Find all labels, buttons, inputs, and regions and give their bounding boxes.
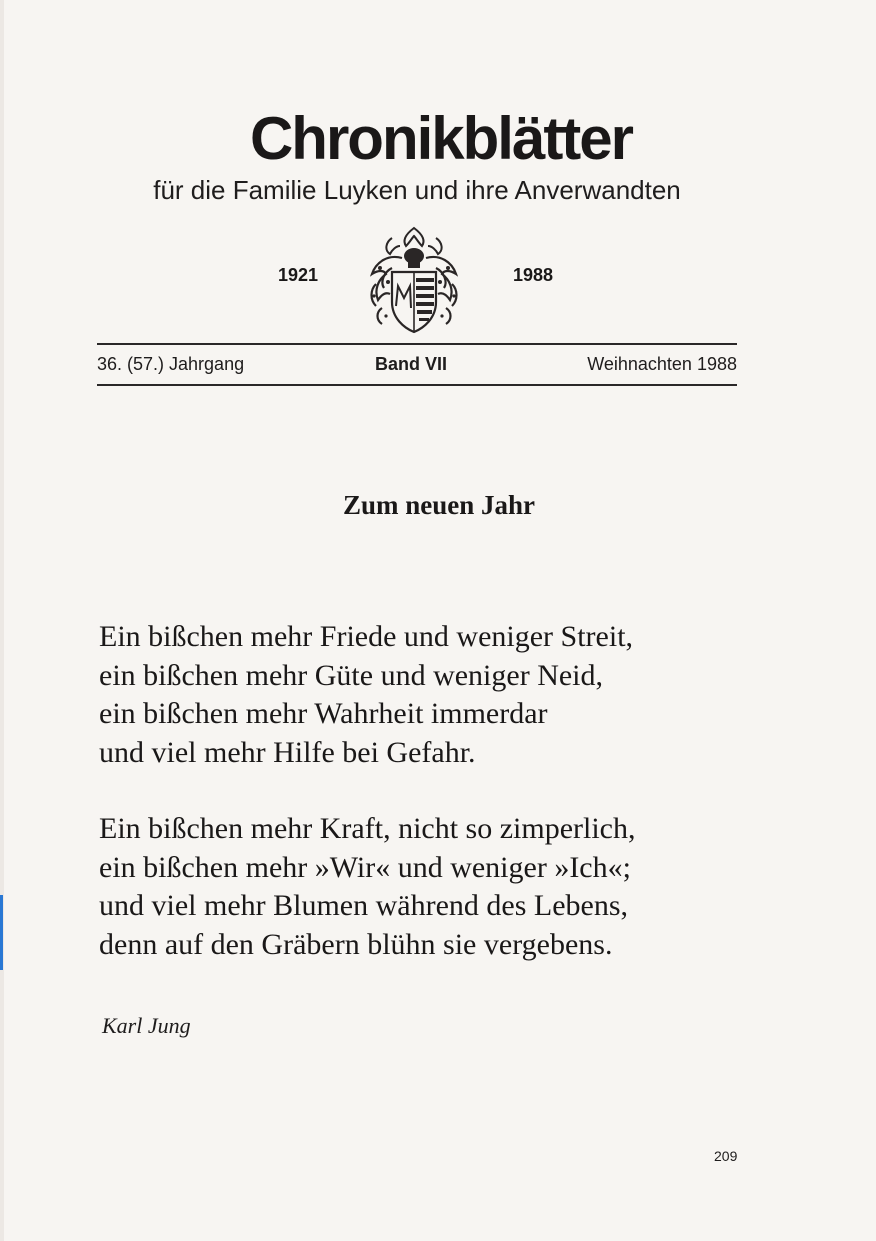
edition-label: Weihnachten 1988 — [587, 354, 737, 374]
poem-line: ein bißchen mehr Wahrheit immerdar — [99, 697, 548, 730]
poem-line: und viel mehr Blumen während des Lebens, — [99, 889, 629, 922]
edge-color-mark — [0, 895, 3, 970]
poem-author: Karl Jung — [102, 1013, 191, 1038]
header-rule-top — [97, 343, 737, 345]
poem-stanza-1 — [99, 618, 779, 772]
volume-label: 36. (57.) Jahrgang — [97, 354, 245, 374]
publication-title: Chronikblätter — [249, 105, 633, 172]
poem-line: denn auf den Gräbern blühn sie vergebens. — [99, 927, 613, 961]
poem-line: ein bißchen mehr Güte und weniger Neid, — [99, 658, 604, 692]
poem-line: Ein bißchen mehr Kraft, nicht so zimperlich, — [99, 812, 636, 845]
poem-line: Ein bißchen mehr Friede und weniger Streit, — [99, 620, 634, 653]
poem-line: und viel mehr Hilfe bei Gefahr. — [99, 735, 476, 769]
header-rule-bottom — [97, 384, 737, 386]
publication-subtitle: für die Familie Luyken und ihre Anverwandten — [153, 175, 681, 205]
year-start: 1921 — [278, 265, 319, 285]
year-end: 1988 — [513, 265, 554, 285]
poem-stanza-2 — [99, 810, 779, 964]
page-number: 209 — [714, 1148, 738, 1164]
poem-title: Zum neuen Jahr — [342, 490, 536, 520]
poem-line: ein bißchen mehr »Wir« und weniger »Ich«; — [99, 850, 631, 884]
family-coat-of-arms-icon — [362, 224, 466, 334]
band-label: Band VII — [375, 354, 448, 374]
page-left-edge — [0, 0, 4, 1241]
